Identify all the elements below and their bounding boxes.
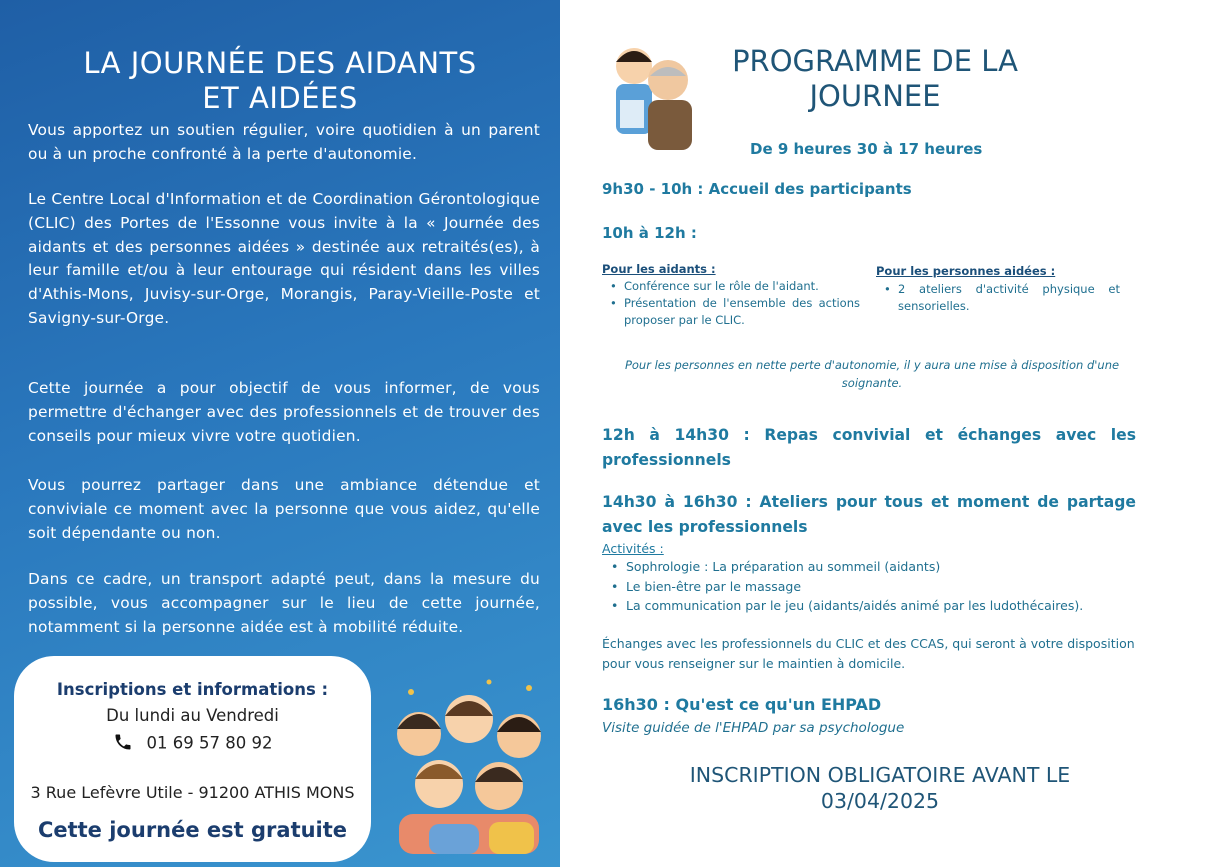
left-title bbox=[20, 46, 540, 116]
list-item: • Sophrologie : La préparation au sommeil (aidants) bbox=[602, 557, 1083, 577]
left-panel bbox=[0, 0, 560, 867]
free-event-notice: Cette journée est gratuite bbox=[37, 818, 348, 842]
info-box bbox=[14, 656, 371, 862]
slot-welcome: 9h30 - 10h : Accueil des participants bbox=[602, 180, 912, 198]
list-item: • Présentation de l'ensemble des actions proposer par le CLIC. bbox=[602, 295, 860, 329]
caregiver-illustration bbox=[604, 40, 700, 152]
exchange-paragraph: Échanges avec les professionnels du CLIC et des CCAS, qui seront à votre disposition pour vous renseigner sur le maintien à domicile. bbox=[602, 636, 1135, 671]
info-phone-line bbox=[14, 732, 371, 756]
program-title bbox=[690, 44, 1060, 114]
autonomy-note: Pour les personnes en nette perte d'autonomie, il y aura une mise à disposition d'une soignante. bbox=[624, 358, 1120, 390]
aides-list bbox=[876, 281, 1120, 315]
activities-list bbox=[602, 557, 1083, 616]
list-item: • Le bien-être par le massage bbox=[602, 577, 1083, 597]
intro-paragraph: Vous apportez un soutien régulier, voire quotidien à un parent ou à un proche confronté à la perte d'autonomie. bbox=[28, 121, 540, 163]
program-title-line2: JOURNEE bbox=[809, 79, 941, 113]
list-item: • Conférence sur le rôle de l'aidant. bbox=[602, 278, 860, 295]
slot-ehpad: 16h30 : Qu'est ce qu'un EHPAD bbox=[602, 695, 882, 714]
slot-morning: 10h à 12h : bbox=[602, 224, 697, 242]
slot-lunch: 12h à 14h30 : Repas convivial et échanges avec les professionnels bbox=[602, 426, 1136, 469]
info-title: Inscriptions et informations : bbox=[56, 680, 329, 699]
activities-title: Activités : bbox=[602, 541, 664, 556]
aidants-list bbox=[602, 278, 860, 329]
info-address: 3 Rue Lefèvre Utile - 91200 ATHIS MONS bbox=[30, 783, 355, 802]
cheering-crowd-illustration bbox=[389, 674, 549, 854]
objective-paragraph: Cette journée a pour objectif de vous informer, de vous permettre d'échanger avec des professionnels et de trouver des conseils pour mieux vivre votre quotidien. bbox=[28, 379, 540, 445]
aides-title: Pour les personnes aidées : bbox=[876, 264, 1056, 278]
program-title-line1: PROGRAMME DE LA bbox=[732, 44, 1018, 78]
deadline-date: 03/04/2025 bbox=[820, 789, 940, 813]
sharing-paragraph: Vous pourrez partager dans une ambiance détendue et conviviale ce moment avec la personne que vous aidez, qu'elle soit dépendante ou non. bbox=[28, 476, 540, 542]
clic-invitation-paragraph: Le Centre Local d'Information et de Coordination Gérontologique (CLIC) des Portes de l'Essonne vous invite à la « Journée des aidants et des personnes aidées » destinée aux retraités(es), à leur famille et/ou à leur entourage qui résident dans les villes d'Athis-Mons, Juvisy-sur-Orge, Morangis, Paray-Vieille-Poste et Savigny-sur-Orge. bbox=[28, 190, 540, 327]
deadline-line1: INSCRIPTION OBLIGATOIRE AVANT LE bbox=[689, 763, 1071, 787]
ehpad-visit: Visite guidée de l'EHPAD par sa psychologue bbox=[602, 720, 905, 736]
list-item: • La communication par le jeu (aidants/aidés animé par les ludothécaires). bbox=[602, 596, 1083, 616]
day-hours: De 9 heures 30 à 17 heures bbox=[750, 140, 983, 158]
list-item: • 2 ateliers d'activité physique et sensorielles. bbox=[876, 281, 1120, 315]
transport-paragraph: Dans ce cadre, un transport adapté peut, dans la mesure du possible, vous accompagner sur le lieu de cette journée, notamment si la personne aidée est à mobilité réduite. bbox=[28, 570, 540, 636]
phone-number: 01 69 57 80 92 bbox=[146, 733, 273, 753]
right-panel bbox=[560, 0, 1217, 867]
aidants-title: Pour les aidants : bbox=[602, 262, 716, 276]
info-days: Du lundi au Vendredi bbox=[106, 706, 279, 725]
slot-workshops: 14h30 à 16h30 : Ateliers pour tous et moment de partage avec les professionnels bbox=[602, 493, 1136, 536]
left-title-line1: LA JOURNÉE DES AIDANTS bbox=[83, 46, 477, 80]
phone-icon bbox=[113, 732, 133, 756]
left-title-line2: ET AIDÉES bbox=[202, 81, 358, 115]
registration-deadline bbox=[620, 762, 1140, 814]
